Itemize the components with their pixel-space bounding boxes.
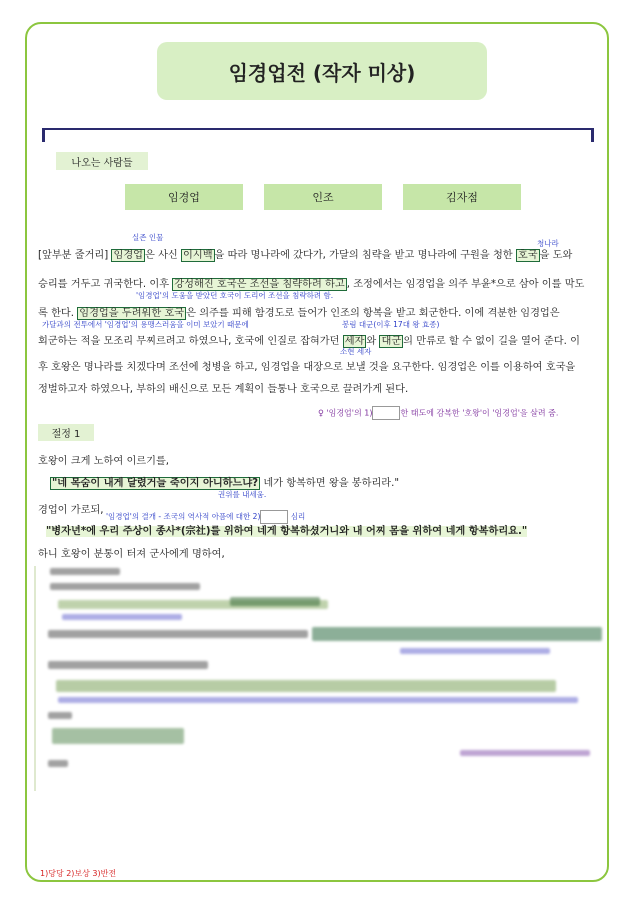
blurred-text: [48, 661, 208, 669]
blurred-text: [48, 760, 68, 767]
character-box: 임경업: [125, 184, 243, 210]
annotation: 청나라: [537, 239, 559, 248]
blurred-text: [56, 680, 556, 692]
page-title: 임경업전 (작자 미상): [157, 42, 487, 100]
characters-heading: 나오는 사람들: [56, 152, 148, 170]
paragraph: 호왕이 크게 노하여 이르기를,: [38, 456, 170, 467]
highlight-box: "네 목숨이 내게 달렸거늘 죽이지 아니하느냐?: [52, 478, 259, 489]
quote-2: "병자년*에 우리 주상이 종사*(宗社)를 위하여 네게 항복하셨거니와 내 어찌 몸을 위하여 네게 항복하리요.": [46, 526, 528, 537]
summary-line-4: 회군하는 적을 모조리 무찌르려고 하였으나, 호국에 인질로 잡혀가던 세자 와 대군 의 만류로 할 수 없이 길을 열어 준다. 이: [38, 336, 580, 347]
blurred-text: [312, 627, 602, 641]
highlight-box: 임경업을 두려워한 호국: [79, 308, 185, 319]
highlight-box: 호국: [517, 250, 538, 261]
blank-box: [372, 406, 400, 420]
summary-line-6: 정벌하고자 하였으나, 부하의 배신으로 모든 계획이 들통나 호국으로 끌려가게 된다.: [38, 384, 409, 395]
paragraph: 경업이 가로되,: [38, 505, 104, 516]
summary-line-1: [앞부분 줄거리] 임경업 은 사신 이시백 을 따라 명나라에 갔다가, 가달의 침략을 받고 명나라에 구원을 청한 호국 을 도와: [38, 250, 573, 261]
character-box: 인조: [264, 184, 382, 210]
annotation: 권위를 내세움.: [218, 490, 267, 499]
paragraph: 하니 호왕이 분통이 터져 군사에게 명하여,: [38, 549, 225, 560]
blurred-text: [52, 728, 184, 744]
blurred-text: [460, 750, 590, 756]
blurred-text: [48, 712, 72, 719]
blurred-text: [62, 614, 182, 620]
highlight-box: 이시백: [183, 250, 213, 261]
annotation: 소현 세자: [340, 347, 372, 356]
margin-bar: [34, 566, 36, 791]
summary-line-3: 록 한다. 임경업을 두려워한 호국 은 의주를 피해 함경도로 들어가 인조의 항복을 받고 회군한다. 이에 격분한 임경업은: [38, 308, 560, 319]
footer-answers: 1)당당 2)보상 3)반전: [40, 869, 117, 878]
blurred-text: [400, 648, 550, 654]
highlight-box: 임경업: [113, 250, 144, 261]
annotation: 가달과의 전투에서 '임경업'의 용맹스러움을 이미 보았기 때문에: [42, 320, 249, 329]
blurred-text: [58, 697, 578, 703]
annotation: 봉림 대군(이후 17대 왕 효종): [342, 320, 440, 329]
highlight-box: 세자: [344, 336, 365, 347]
annotation: '임경업'의 도움을 받았던 호국이 도리어 조선을 침략하려 함.: [136, 291, 334, 300]
highlight-box: 강성해진 호국은 조선을 침략하려 하고: [174, 279, 345, 290]
blurred-text: [230, 597, 320, 606]
summary-line-2: 승리를 거두고 귀국한다. 이후 강성해진 호국은 조선을 침략하려 하고 , 조정에서는 임경업을 의주 부윤*으로 삼아 이를 막도: [38, 279, 585, 290]
section-heading: 절정 1: [38, 424, 94, 441]
character-box: 김자점: [403, 184, 521, 210]
annotation: 실존 인물: [132, 233, 164, 242]
annotation: '임경업'의 결개 - 조국의 역사적 아픔에 대한 2) 심리: [106, 510, 305, 524]
highlight-box: 대군: [381, 336, 402, 347]
note-line: ♀ '임경업'의 1) 한 태도에 감복한 '호왕'이 '임경업'을 살려 줌.: [318, 406, 558, 420]
blurred-text: [50, 583, 200, 590]
blurred-text: [48, 630, 308, 638]
blurred-text: [50, 568, 120, 575]
quote-1: "네 목숨이 내게 달렸거늘 죽이지 아니하느냐? 네가 항복하면 왕을 봉하리라.": [52, 478, 400, 489]
summary-line-5: 후 호왕은 명나라를 치겠다며 조선에 청병을 하고, 임경업을 대장으로 보낼 것을 요구한다. 임경업은 이를 이용하여 호국을: [38, 362, 576, 373]
bracket-divider: [42, 128, 594, 142]
